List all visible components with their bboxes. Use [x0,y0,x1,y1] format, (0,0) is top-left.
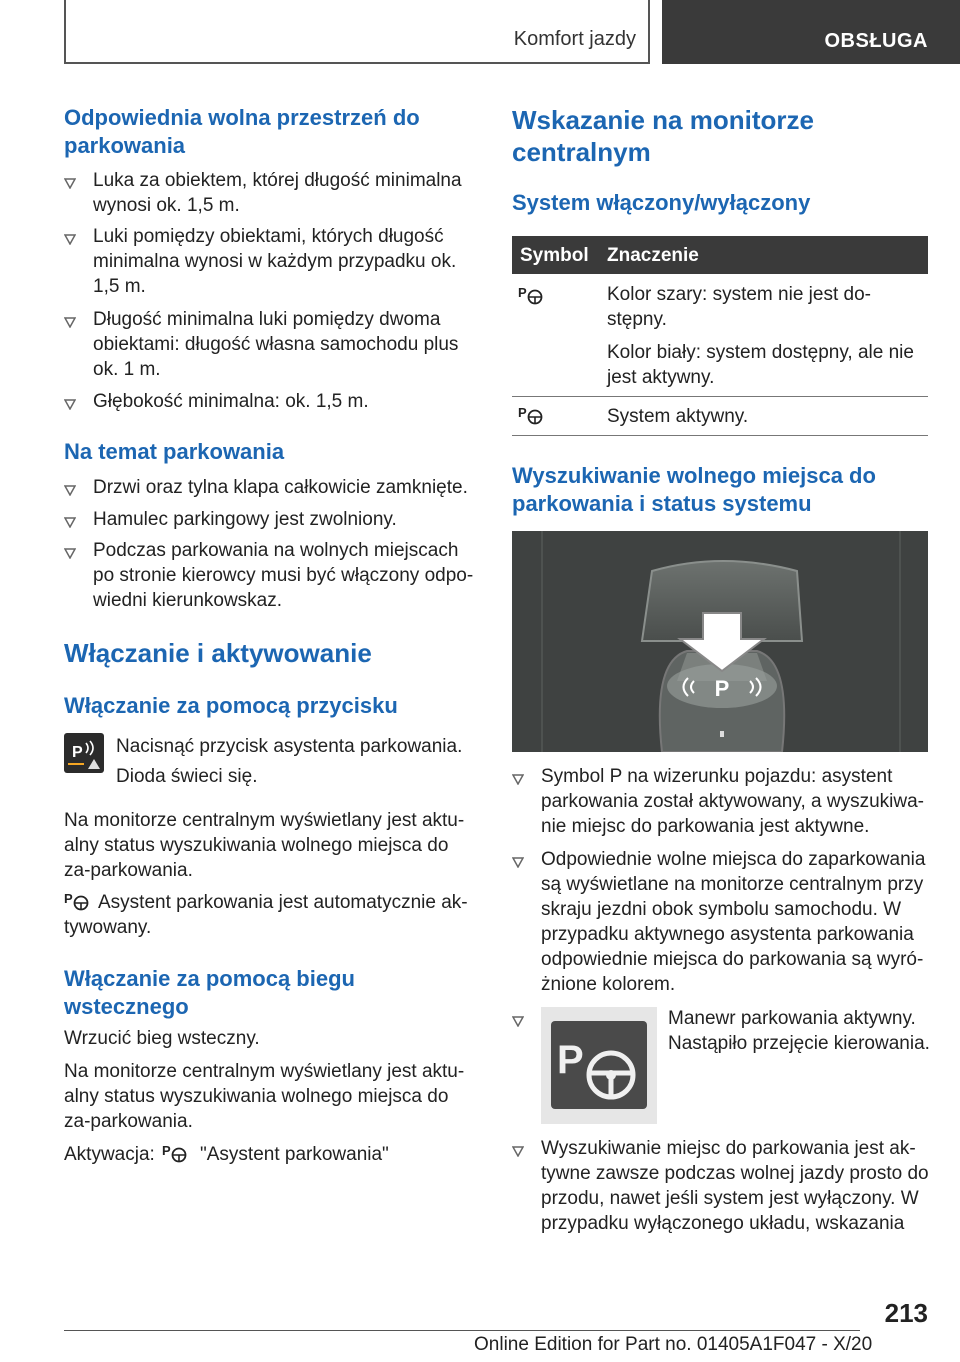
bullet-triangle-icon [64,234,76,245]
table-cell: Kolor szary: system nie jest do-stępny. [607,284,871,330]
list-item: Głębokość minimalna: ok. 1,5 m. [93,391,369,412]
bullet-triangle-icon [64,485,76,496]
bullet-triangle-icon [64,317,76,328]
button-instruction: Nacisnąć przycisk asystenta parkowania. [116,736,463,757]
table-row-divider [512,435,928,436]
reverse-text: Wrzucić bieg wsteczny. [64,1028,260,1049]
bullet-triangle-icon [512,857,524,868]
list-item: Luka za obiektem, której długość minimalna wynosi ok. 1,5 m. [93,170,462,216]
list-item: Długość minimalna luki pomiędzy dwoma obiektami: długość własna samochodu plus ok. 1 m. [93,309,459,380]
bullet-triangle-icon [64,517,76,528]
table-cell: System aktywny. [607,406,749,427]
bullet-triangle-icon [512,1016,524,1027]
bullet-triangle-icon [64,399,76,410]
list-item: Symbol P na wizerunku pojazdu: asystent parkowania został aktywowany, a wyszukiwa-nie miejsc do parkowania jest aktywne. [541,766,924,837]
header-section-title: Komfort jazdy [513,28,636,50]
symbol-table-header [512,236,928,274]
heading-parking-space: Odpowiednia wolna przestrzeń do parkowania [64,105,420,158]
list-item: Podczas parkowania na wolnych miejscach po stronie kierowcy musi być włączony odpo-wiedni kierunkowskaz. [93,540,474,611]
table-header-symbol: Symbol [520,245,589,266]
list-item: Wyszukiwanie miejsc do parkowania jest ak-tywne zawsze podczas wolnej jazdy prosto do przodu, nawet jeśli system jest wyłączony. W przypadku wyłączonego układu, wskazania [541,1138,929,1234]
page-number: 213 [884,1298,928,1328]
footer-rule [64,1330,860,1331]
maneuver-icon [541,1007,657,1124]
svg-text:P: P [518,285,527,300]
bullet-triangle-icon [512,774,524,785]
svg-text:P: P [64,891,73,906]
maneuver-text: Manewr parkowania aktywny. Nastąpiło przejęcie kierowania. [668,1008,930,1054]
table-header-meaning: Znaczenie [607,245,699,266]
list-item: Hamulec parkingowy jest zwolniony. [93,509,397,530]
heading-search-status: Wyszukiwanie wolnego miejsca do parkowania i status systemu [512,463,876,516]
list-item: Odpowiednie wolne miejsca do zaparkowania są wyświetlane na monitorze centralnym przy skraju jezdni obok symbolu samochodu. W przypadku aktywnego asystenta parkowania odpowiednie miejsca do parkowania są wyró-żnione kolorem. [541,849,926,995]
list-item: Luki pomiędzy obiektami, których długość minimalna wynosi w każdym przypadku ok. 1,5 m. [93,226,457,297]
header-frame-bottom [64,62,650,64]
bullet-triangle-icon [64,178,76,189]
monitor-status-text: Na monitorze centralnym wyświetlany jest aktu-alny status wyszukiwania wolnego miejsca do za-parkowania. [64,810,465,881]
svg-text:P: P [557,1038,584,1082]
table-row-divider [512,396,928,397]
activation-value: "Asystent parkowania" [200,1144,389,1165]
heading-about-parking: Na temat parkowania [64,439,285,464]
table-cell: Kolor biały: system dostępny, ale nie jest aktywny. [607,342,914,388]
auto-activation-text: Asystent parkowania jest automatycznie ak-tywowany. [64,892,468,938]
footer-edition: Online Edition for Part no. 01405A1F047 - X/20 [474,1334,873,1355]
park-assist-symbol-gray-icon [518,284,544,306]
heading-enable-activate: Włączanie i aktywowanie [64,638,372,668]
monitor-parking-illustration [512,531,928,752]
park-assist-button-icon [64,733,104,773]
park-assist-symbol-icon [162,1142,188,1164]
list-item: Drzwi oraz tylna klapa całkowicie zamknięte. [93,477,468,498]
svg-text:P: P [518,405,527,420]
activation-label: Aktywacja: [64,1144,155,1165]
heading-monitor-display: Wskazanie na monitorze centralnym [512,105,814,167]
led-status: Dioda świeci się. [116,766,258,787]
header-frame-right [648,0,650,64]
bullet-triangle-icon [64,548,76,559]
svg-text:P: P [72,744,83,761]
monitor-status-text-2: Na monitorze centralnym wyświetlany jest aktu-alny status wyszukiwania wolnego miejsca do za-parkowania. [64,1061,465,1132]
heading-system-on-off: System włączony/wyłączony [512,190,811,215]
svg-text:P: P [162,1143,171,1158]
svg-text:P: P [714,676,730,701]
park-assist-symbol-active-icon [518,404,544,426]
header-frame-left [64,0,66,62]
bullet-triangle-icon [512,1146,524,1157]
heading-enable-button: Włączanie za pomocą przycisku [64,693,398,718]
header-chapter-tab: OBSŁUGA [662,0,960,64]
heading-enable-reverse: Włączanie za pomocą biegu wstecznego [64,966,355,1019]
